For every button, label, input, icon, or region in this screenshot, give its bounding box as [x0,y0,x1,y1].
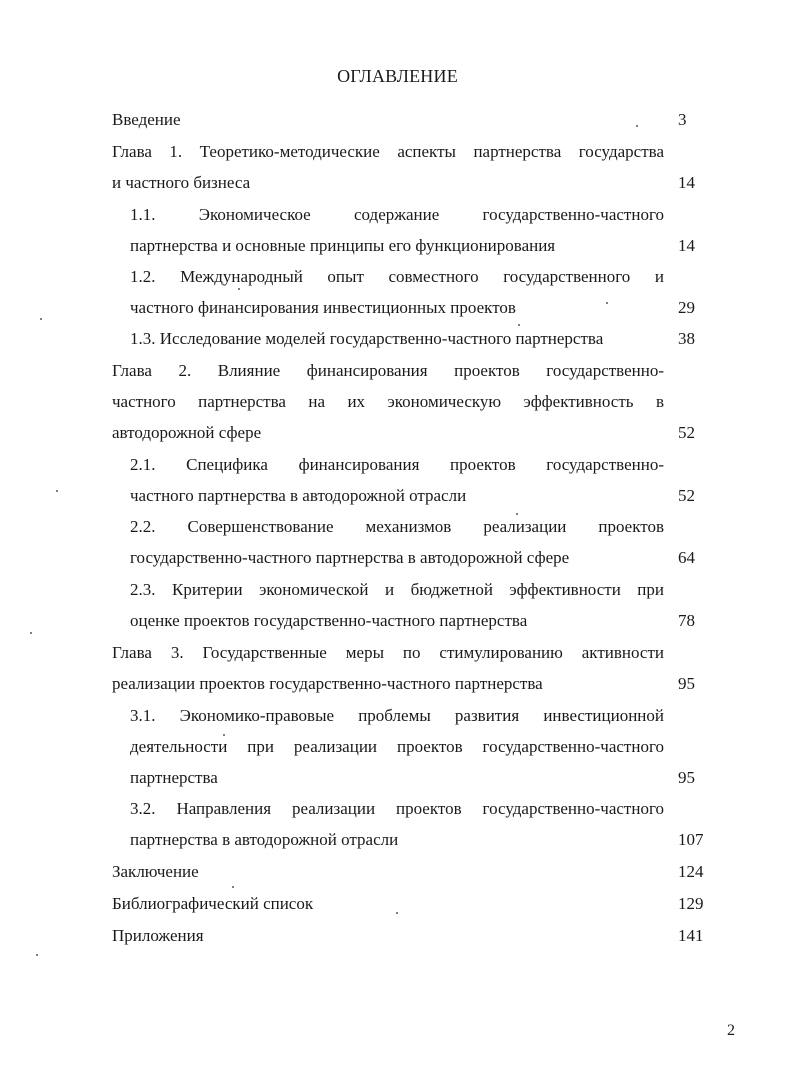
toc-entry-section-2-2-line-1: 2.2. Совершенствование механизмов реализации проектов [130,517,664,536]
scan-speck [232,886,234,888]
toc-page-intro: 3 [678,110,687,129]
toc-entry-section-1-2-line-1: 1.2. Международный опыт совместного государственного и [130,267,664,286]
toc-entry-section-1-2-line-2: частного финансирования инвестиционных проектов [130,298,516,317]
toc-entry-section-3-2-line-2: партнерства в автодорожной отрасли [130,830,399,849]
scan-speck [396,912,398,914]
scan-speck [36,954,38,956]
toc-page-bibliography: 129 [678,894,704,913]
toc-entry-section-1-3: 1.3. Исследование моделей государственно-частного партнерства [130,329,604,348]
toc-entry-bibliography: Библиографический список [112,894,314,913]
toc-entry-chapter-2-line-1: Глава 2. Влияние финансирования проектов государственно- [112,361,664,380]
toc-page-conclusion: 124 [678,862,704,881]
toc-entry-section-3-1-line-3: партнерства [130,768,218,787]
toc-page-section-1-3: 38 [678,329,695,348]
toc-page-section-3-1: 95 [678,768,695,787]
toc-page-chapter-3: 95 [678,674,695,693]
page-title: ОГЛАВЛЕНИЕ [337,66,458,86]
toc-page-section-2-1: 52 [678,486,695,505]
toc-entry-section-3-1-line-1: 3.1. Экономико-правовые проблемы развития инвестиционной [130,706,664,725]
toc-entry-section-2-1-line-1: 2.1. Специфика финансирования проектов государственно- [130,455,664,474]
toc-page-appendices: 141 [678,926,704,945]
toc-entry-section-2-2-line-2: государственно-частного партнерства в автодорожной сфере [130,548,570,567]
scan-speck [56,490,58,492]
toc-page-section-2-3: 78 [678,611,695,630]
toc-entry-chapter-3-line-1: Глава 3. Государственные меры по стимулированию активности [112,643,664,662]
scan-speck [636,125,638,127]
toc-entry-section-1-1-line-2: партнерства и основные принципы его функционирования [130,236,556,255]
toc-entry-intro: Введение [112,110,181,129]
toc-entry-conclusion: Заключение [112,862,199,881]
toc-entry-chapter-2-line-2: частного партнерства на их экономическую эффективность в [112,392,664,411]
toc-page-section-1-2: 29 [678,298,695,317]
scan-speck [40,318,42,320]
scan-speck [518,324,520,326]
toc-page-chapter-2: 52 [678,423,695,442]
scan-speck [238,288,240,290]
toc-entry-section-2-1-line-2: частного партнерства в автодорожной отрасли [130,486,467,505]
toc-entry-chapter-1-line-1: Глава 1. Теоретико-методические аспекты партнерства государства [112,142,664,161]
toc-entry-chapter-1-line-2: и частного бизнеса [112,173,251,192]
toc-page-section-2-2: 64 [678,548,695,567]
scan-speck [516,513,518,515]
toc-entry-section-3-1-line-2: деятельности при реализации проектов государственно-частного [130,737,664,756]
toc-page-section-3-2: 107 [678,830,704,849]
toc-entry-section-2-3-line-1: 2.3. Критерии экономической и бюджетной эффективности при [130,580,664,599]
toc-entry-section-3-2-line-1: 3.2. Направления реализации проектов государственно-частного [130,799,664,818]
page-number: 2 [727,1022,735,1039]
toc-page-section-1-1: 14 [678,236,695,255]
toc-entry-chapter-3-line-2: реализации проектов государственно-частного партнерства [112,674,543,693]
scan-speck [223,734,225,736]
scan-speck [606,302,608,304]
toc-entry-section-1-1-line-1: 1.1. Экономическое содержание государственно-частного [130,205,664,224]
toc-entry-appendices: Приложения [112,926,204,945]
toc-entry-chapter-2-line-3: автодорожной сфере [112,423,262,442]
scan-speck [30,632,32,634]
toc-page-chapter-1: 14 [678,173,695,192]
toc-entry-section-2-3-line-2: оценке проектов государственно-частного партнерства [130,611,528,630]
